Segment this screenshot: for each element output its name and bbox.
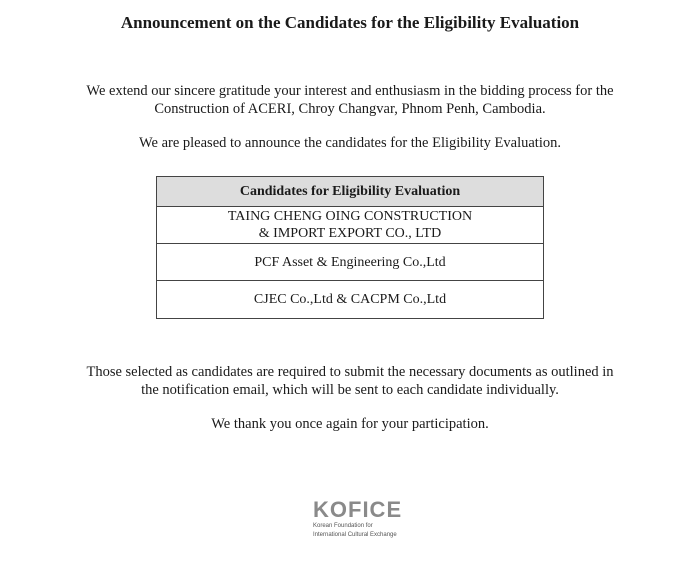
logo-wordmark: KOFICE (313, 497, 403, 522)
logo-subtitle-2: International Cultural Exchange (313, 532, 397, 538)
table-cell (157, 244, 544, 281)
candidate-2: PCF Asset & Engineering Co.,Ltd (254, 254, 446, 270)
kofice-logo (313, 499, 413, 539)
candidate-1-line-1: TAING CHENG OING CONSTRUCTION (227, 209, 473, 224)
page-title: Announcement on the Candidates for the Eligibility Evaluation (120, 13, 580, 32)
candidate-3: CJEC Co.,Ltd & CACPM Co.,Ltd (253, 292, 447, 307)
notice-paragraph (0, 363, 700, 399)
notice-line-2: the notification email, which will be sent to each candidate individually. (141, 382, 559, 398)
logo-subtitle-1: Korean Foundation for (313, 523, 373, 529)
table-row (157, 281, 544, 319)
candidates-table (156, 176, 544, 319)
thanks-paragraph: We thank you once again for your participation. (211, 416, 489, 432)
table-cell (157, 207, 544, 244)
intro-line-1: We extend our sincere gratitude your interest and enthusiasm in the bidding process for the (86, 83, 614, 99)
intro-line-2: Construction of ACERI, Chroy Changvar, Phnom Penh, Cambodia. (154, 101, 546, 117)
candidate-1-line-2: & IMPORT EXPORT CO., LTD (258, 226, 442, 241)
table-header: Candidates for Eligibility Evaluation (157, 177, 544, 207)
announce-paragraph: We are pleased to announce the candidates for the Eligibility Evaluation. (138, 135, 561, 151)
intro-paragraph (0, 82, 700, 118)
table-row (157, 244, 544, 281)
table-cell (157, 281, 544, 319)
table-row (157, 207, 544, 244)
notice-line-1: Those selected as candidates are required to submit the necessary documents as outlined in (86, 364, 614, 380)
